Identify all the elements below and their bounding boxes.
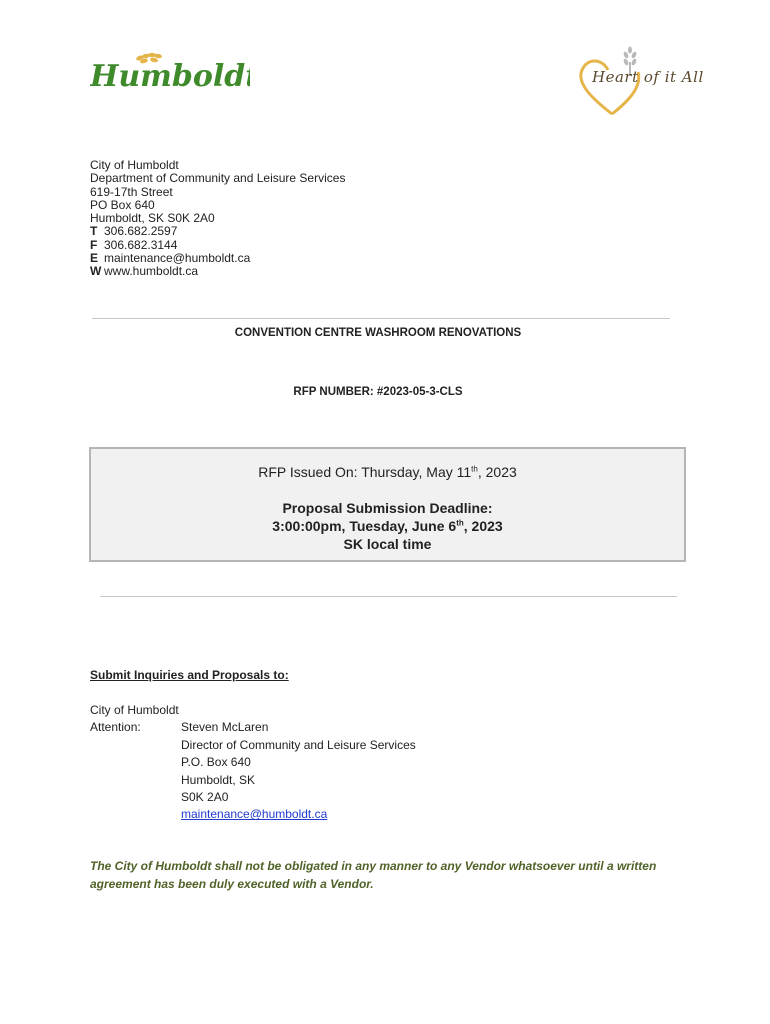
contact-org: City of Humboldt <box>90 703 179 717</box>
divider-top <box>92 318 670 319</box>
heart-of-it-all-logo <box>572 42 704 122</box>
address-pobox: PO Box 640 <box>90 197 155 212</box>
sender-address <box>90 159 345 279</box>
deadline-datetime: 3:00:00pm, Tuesday, June 6th, 2023 <box>272 518 503 534</box>
logo-wordmark: Humboldt <box>90 59 250 94</box>
divider-bottom <box>100 596 677 597</box>
address-department: Department of Community and Leisure Services <box>90 171 346 186</box>
address-web: W www.humboldt.ca <box>90 264 199 279</box>
contact-pobox: P.O. Box 640 <box>181 755 251 770</box>
disclaimer-text: The City of Humboldt shall not be obligated in any manner to any Vendor whatsoever until a written agreement has been duly executed with a Vendor. <box>90 859 657 891</box>
rfp-issued-date: RFP Issued On: Thursday, May 11th, 2023 <box>258 464 517 480</box>
address-phone: T 306.682.2597 <box>90 224 178 239</box>
address-org: City of Humboldt <box>90 158 179 172</box>
rfp-dates-box <box>89 447 686 562</box>
deadline-label: Proposal Submission Deadline: <box>282 500 493 516</box>
rfp-number: RFP NUMBER: #2023-05-3-CLS <box>293 386 463 398</box>
submission-deadline <box>91 499 684 553</box>
document-title: CONVENTION CENTRE WASHROOM RENOVATIONS <box>234 327 522 339</box>
address-street: 619-17th Street <box>90 184 173 199</box>
contact-email-link[interactable]: maintenance@humboldt.ca <box>181 807 328 822</box>
humboldt-logo <box>90 50 250 94</box>
address-fax: F 306.682.3144 <box>90 237 178 252</box>
contact-postal: S0K 2A0 <box>181 789 229 804</box>
inquiries-heading: Submit Inquiries and Proposals to: <box>90 668 289 682</box>
contact-name: Steven McLaren <box>181 720 269 735</box>
wheat-icon <box>90 50 250 94</box>
address-city: Humboldt, SK S0K 2A0 <box>90 211 215 226</box>
attention-label: Attention: <box>90 720 141 735</box>
deadline-timezone: SK local time <box>343 536 432 552</box>
contact-role: Director of Community and Leisure Services <box>181 737 416 752</box>
logo-tagline: Heart of it All <box>592 68 704 86</box>
address-email: E maintenance@humboldt.ca <box>90 251 251 266</box>
contact-city: Humboldt, SK <box>181 772 256 787</box>
